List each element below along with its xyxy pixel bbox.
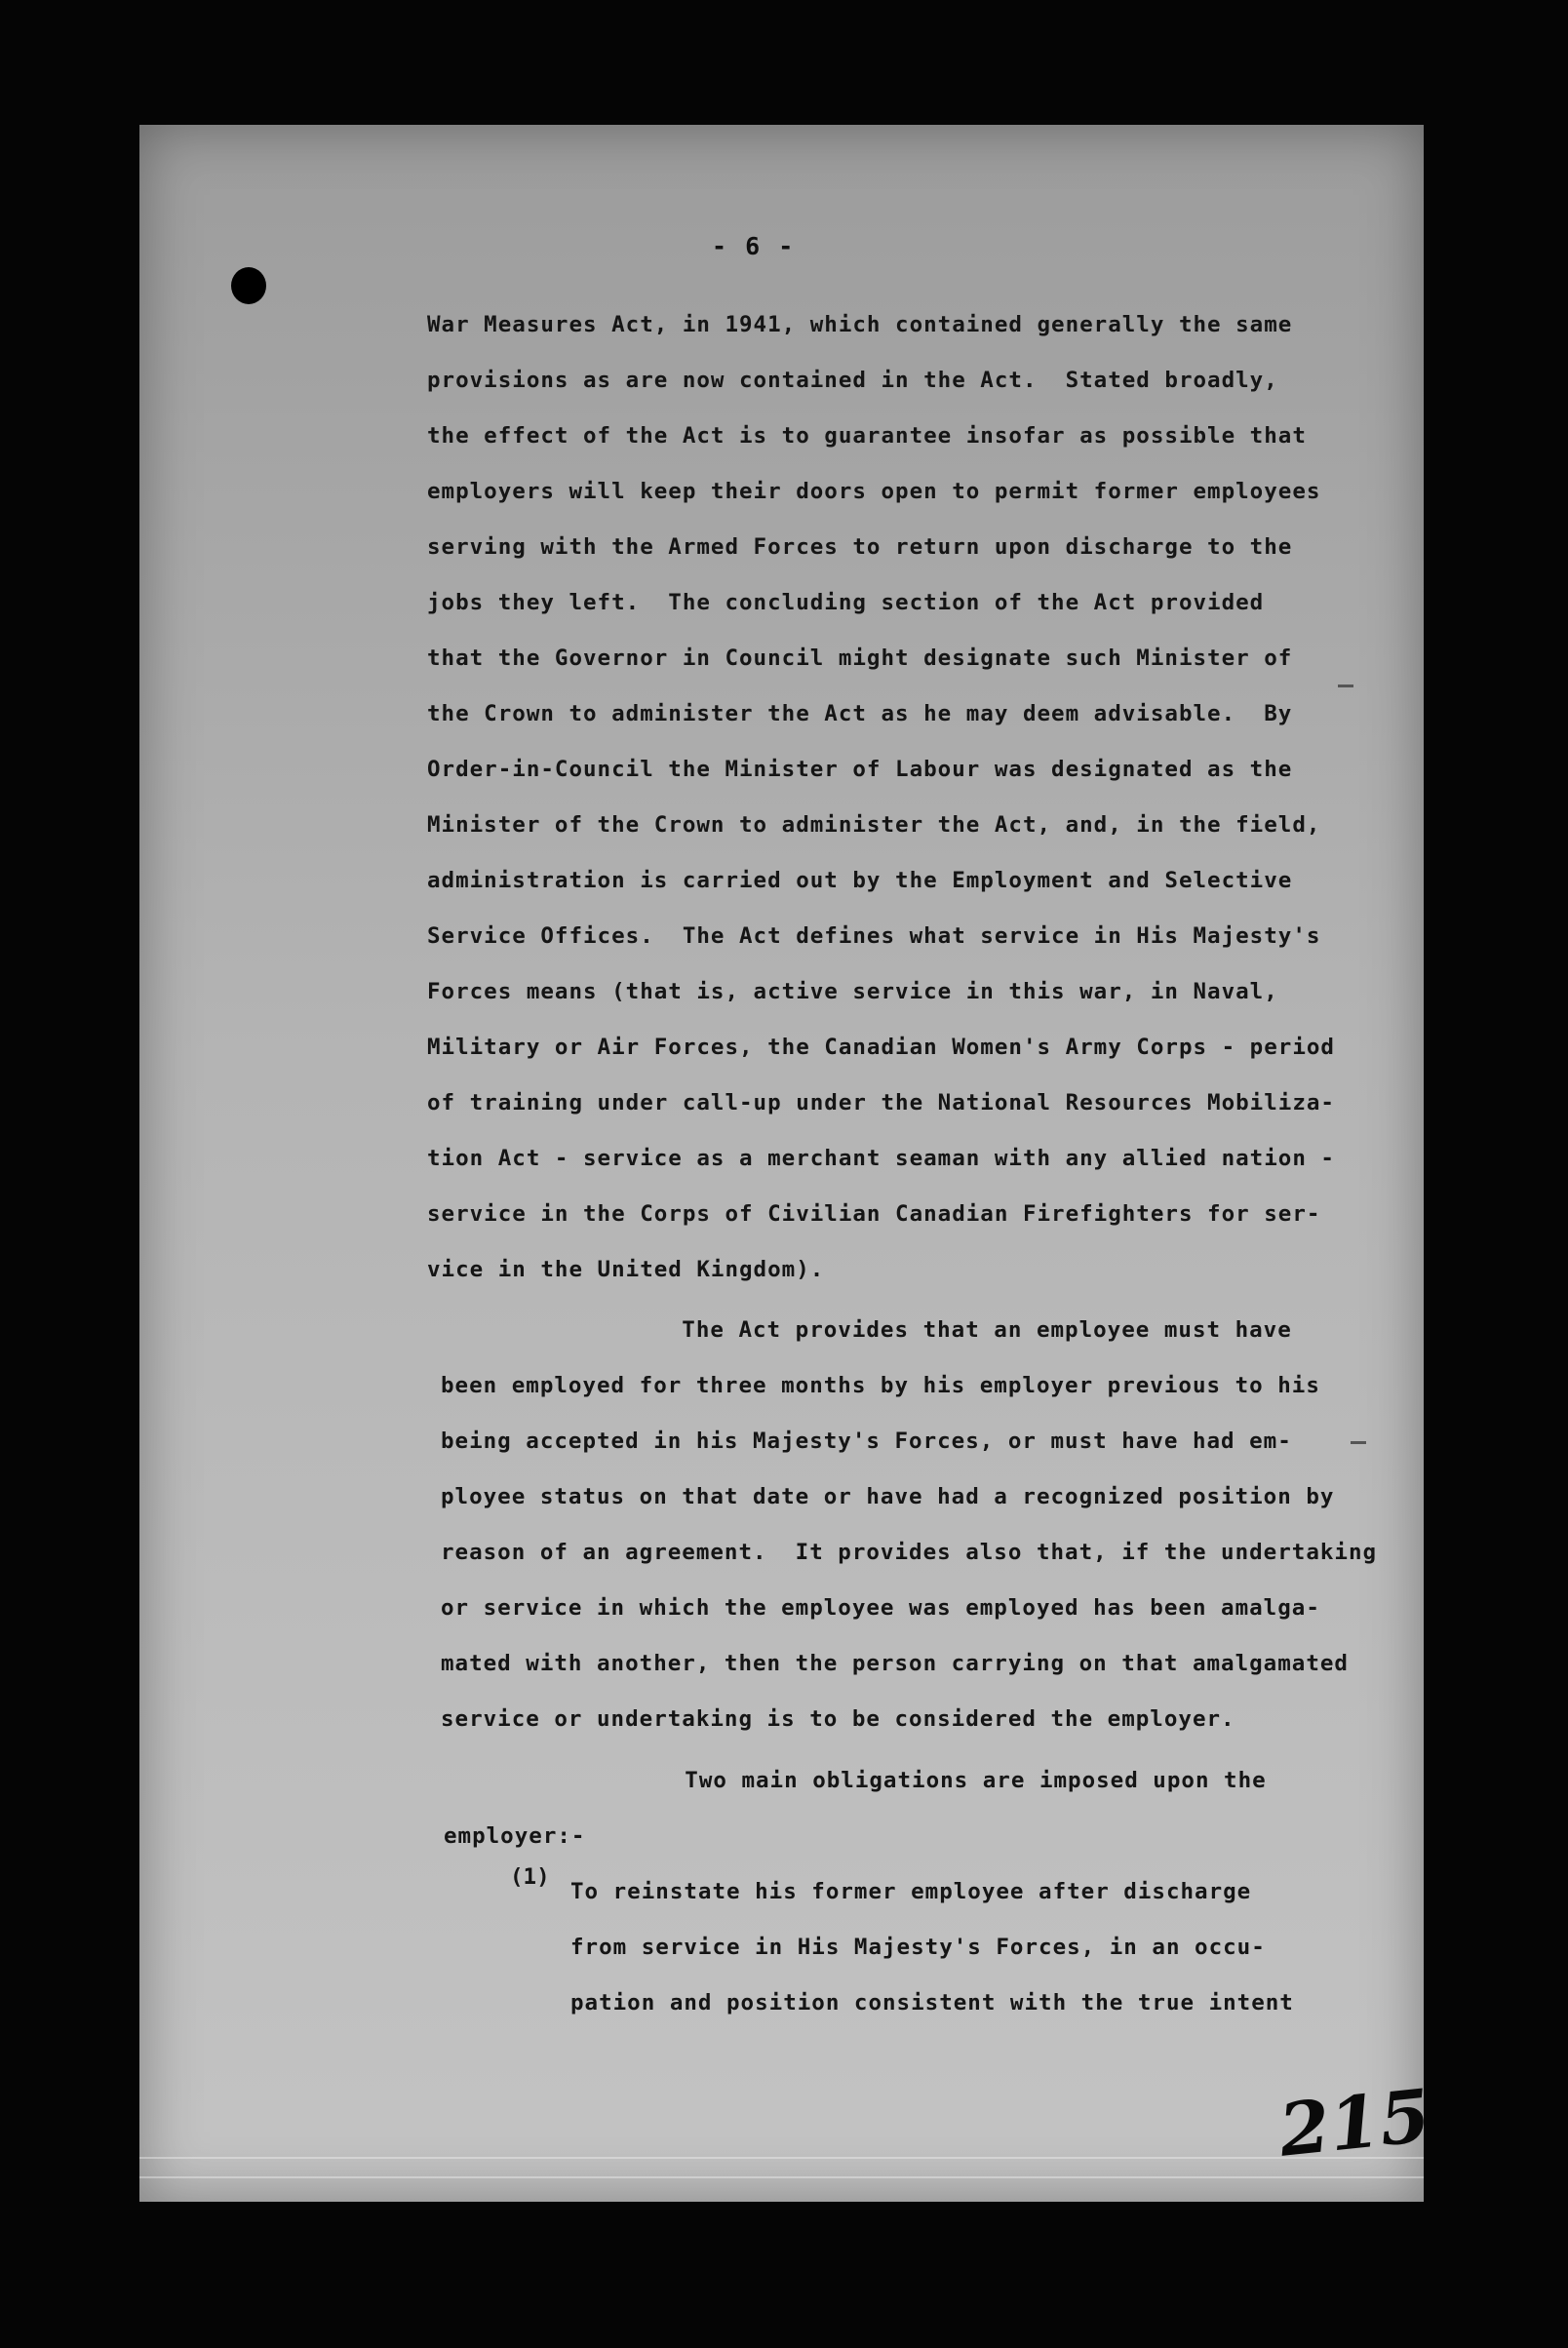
scan-line: [139, 2176, 1424, 2178]
text-line: of training under call-up under the National Resources Mobiliza-: [427, 1090, 1335, 1115]
text-line: Order-in-Council the Minister of Labour was designated as the: [427, 757, 1293, 782]
text-line: jobs they left. The concluding section of the Act provided: [427, 590, 1265, 615]
text-line: or service in which the employee was employed has been amalga-: [441, 1595, 1320, 1621]
text-line: employers will keep their doors open to permit former employees: [427, 479, 1321, 504]
scan-line: [139, 2157, 1424, 2159]
text-line: Service Offices. The Act defines what service in His Majesty's: [427, 923, 1321, 949]
text-line: from service in His Majesty's Forces, in an occu-: [570, 1935, 1266, 1960]
text-line: that the Governor in Council might designate such Minister of: [427, 646, 1293, 671]
text-line: serving with the Armed Forces to return upon discharge to the: [427, 534, 1293, 560]
text-line: service or undertaking is to be considered the employer.: [441, 1706, 1235, 1732]
paragraph-reemployment-act: [427, 297, 1335, 1298]
list-item-number: (1): [510, 1864, 550, 1890]
text-line: administration is carried out by the Employment and Selective: [427, 868, 1293, 893]
text-line: vice in the United Kingdom).: [427, 1257, 825, 1282]
page-number: - 6 -: [712, 232, 796, 260]
text-line: employer:-: [444, 1823, 586, 1849]
text-line: ployee status on that date or have had a recognized position by: [441, 1484, 1335, 1509]
paragraph-employer-obligations: [444, 1753, 1267, 1864]
text-line: tion Act - service as a merchant seaman with any allied nation -: [427, 1146, 1335, 1171]
text-line: Minister of the Crown to administer the Act, and, in the field,: [427, 812, 1321, 838]
handwritten-folio-number: 215: [1274, 2074, 1434, 2173]
text-line: pation and position consistent with the true intent: [570, 1990, 1294, 2015]
text-line: Forces means (that is, active service in this war, in Naval,: [427, 979, 1278, 1004]
text-line: the effect of the Act is to guarantee insofar as possible that: [427, 423, 1307, 449]
punch-hole: [231, 267, 266, 304]
list-item-text: [570, 1864, 1294, 2031]
paragraph-employee-eligibility: [441, 1303, 1377, 1747]
margin-mark: [1338, 685, 1353, 687]
text-line: mated with another, then the person carrying on that amalgamated: [441, 1651, 1349, 1676]
text-line: War Measures Act, in 1941, which contained generally the same: [427, 312, 1293, 337]
text-line: being accepted in his Majesty's Forces, or must have had em-: [441, 1428, 1292, 1454]
text-line: provisions as are now contained in the Act. Stated broadly,: [427, 368, 1278, 393]
text-line: reason of an agreement. It provides also that, if the undertaking: [441, 1540, 1378, 1565]
text-line: been employed for three months by his employer previous to his: [441, 1373, 1320, 1398]
text-line: Two main obligations are imposed upon the: [444, 1768, 1267, 1793]
text-line: the Crown to administer the Act as he may deem advisable. By: [427, 701, 1293, 726]
text-line: To reinstate his former employee after discharge: [570, 1879, 1252, 1904]
text-line: Military or Air Forces, the Canadian Women's Army Corps - period: [427, 1035, 1335, 1060]
text-line: service in the Corps of Civilian Canadian Firefighters for ser-: [427, 1201, 1321, 1227]
text-line: The Act provides that an employee must have: [441, 1317, 1292, 1343]
